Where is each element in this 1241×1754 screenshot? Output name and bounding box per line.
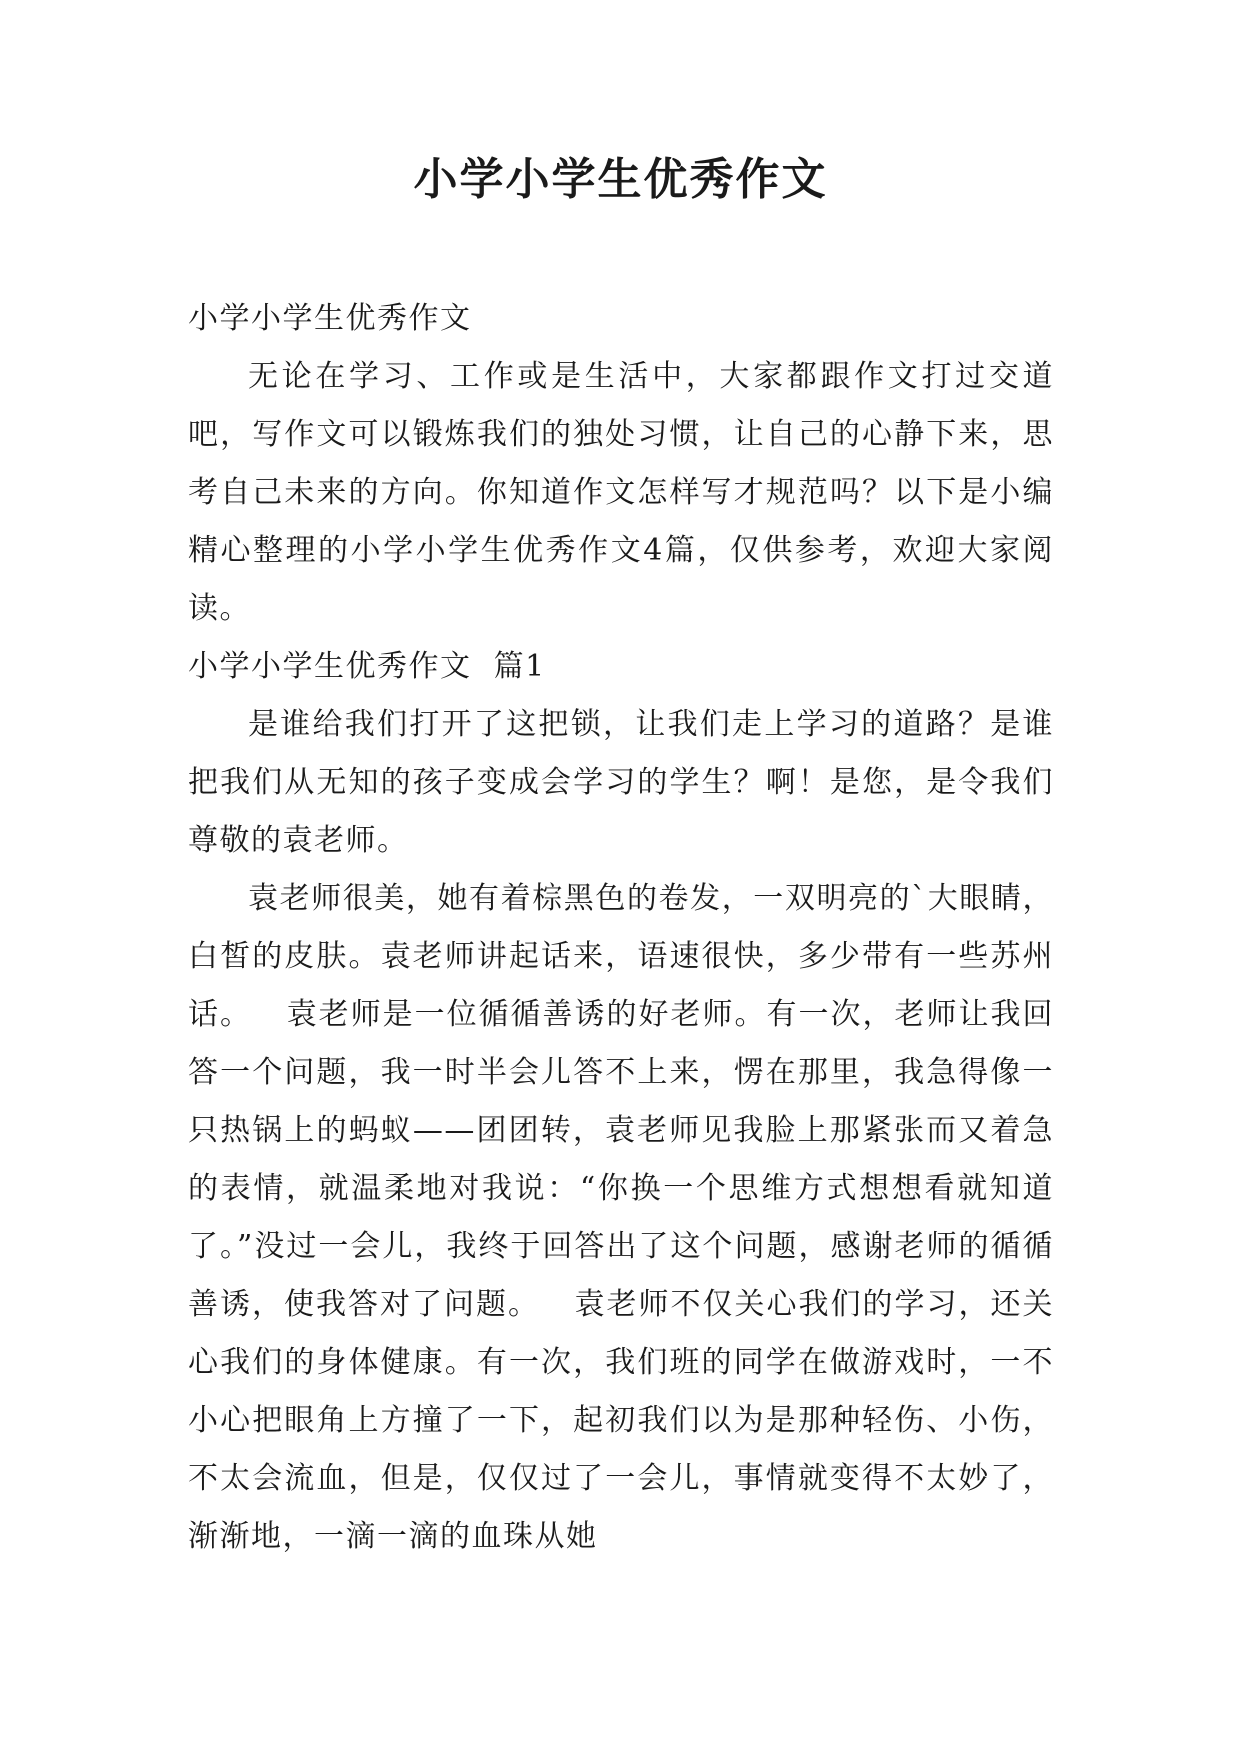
section-heading: 小学小学生优秀作文 (188, 301, 472, 336)
document-body (188, 290, 1054, 1566)
body-paragraph: 无论在学习、工作或是生活中，大家都跟作文打过交道吧，写作文可以锻炼我们的独处习惯，让自己的心静下来，思考自己未来的方向。你知道作文怎样写才规范吗？以下是小编精心整理的小学小学生优秀作文4篇，仅供参考，欢迎大家阅读。 (188, 359, 1054, 626)
body-paragraph: 是谁给我们打开了这把锁，让我们走上学习的道路？是谁把我们从无知的孩子变成会学习的学生？啊！是您，是令我们尊敬的袁老师。 (188, 707, 1054, 858)
body-paragraph: 袁老师很美，她有着棕黑色的卷发，一双明亮的`大眼睛，白皙的皮肤。袁老师讲起话来，语速很快，多少带有一些苏州话。 袁老师是一位循循善诱的好老师。有一次，老师让我回答一个问题，我一时半会儿答不上来，愣在那里，我急得像一只热锅上的蚂蚁——团团转，袁老师见我脸上那紧张而又着急的表情，就温柔地对我说：“你换一个思维方式想想看就知道了。”没过一会儿，我终于回答出了这个问题，感谢老师的循循善诱，使我答对了问题。 袁老师不仅关心我们的学习，还关心我们的身体健康。有一次，我们班的同学在做游戏时，一不小心把眼角上方撞了一下，起初我们以为是那种轻伤、小伤，不太会流血，但是，仅仅过了一会儿，事情就变得不太妙了，渐渐地，一滴一滴的血珠从她 (188, 881, 1054, 1554)
section-heading: 小学小学生优秀作文 篇1 (188, 649, 546, 684)
document-title: 小学小学生优秀作文 (413, 154, 828, 205)
